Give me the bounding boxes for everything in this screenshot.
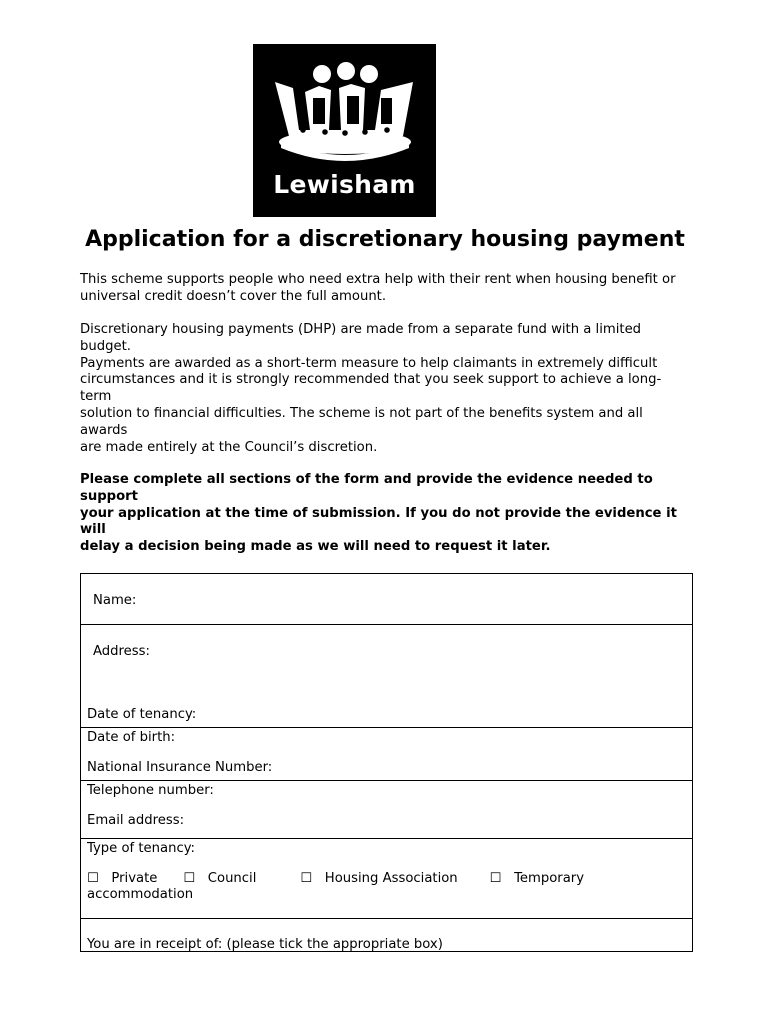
phone-label: Telephone number:	[87, 783, 214, 798]
dob-label: Date of birth:	[87, 730, 176, 745]
receipt-row	[81, 918, 692, 953]
dob-ni-row[interactable]	[81, 727, 692, 780]
address-label: Address:	[93, 644, 150, 659]
checkbox-icon[interactable]: ☐	[87, 871, 99, 886]
checkbox-icon[interactable]: ☐	[489, 871, 502, 886]
tenancy-date-label: Date of tenancy:	[87, 707, 197, 722]
intro-paragraph: This scheme supports people who need extra help with their rent when housing benefit or universal credit doesn’t cover the full amount.	[80, 272, 676, 304]
temporary-option[interactable]: ☐ Temporary accommodation	[87, 871, 585, 902]
name-label: Name:	[93, 593, 137, 608]
lewisham-logo	[253, 44, 436, 217]
private-option[interactable]: ☐ Private	[87, 871, 158, 886]
contact-row[interactable]	[81, 780, 692, 838]
email-label: Email address:	[87, 813, 185, 828]
tenancy-type-row	[81, 838, 692, 918]
page-title: Application for a discretionary housing payment	[85, 227, 685, 252]
logo-text: Lewisham	[273, 170, 416, 199]
housing-association-option[interactable]: ☐ Housing Association	[300, 871, 458, 886]
council-option[interactable]: ☐ Council	[183, 871, 257, 886]
name-row[interactable]	[81, 574, 692, 624]
tenancy-options	[87, 871, 677, 903]
instructions-paragraph: Please complete all sections of the form and provide the evidence needed to support your application at the time of submission. If you do not provide the evidence it will delay a decision being made as we will need to request it later.	[80, 472, 677, 555]
dhp-info-paragraph: Discretionary housing payments (DHP) are made from a separate fund with a limited budget. Payments are awarded as a short-term measure to help claimants in extremely difficult circumstances and it is strongly recommended that you seek support to achieve a long- term solution to financial difficulties. The scheme is not part of the benefits system and all awards are made entirely at the Council’s discretion.	[80, 322, 662, 455]
tenancy-type-label: Type of tenancy:	[87, 841, 196, 856]
checkbox-icon[interactable]: ☐	[300, 871, 313, 886]
receipt-label: You are in receipt of: (please tick the appropriate box)	[87, 937, 443, 952]
applicant-details-form	[80, 573, 693, 952]
ni-label: National Insurance Number:	[87, 760, 273, 775]
address-row[interactable]	[81, 624, 692, 727]
checkbox-icon[interactable]: ☐	[183, 871, 196, 886]
